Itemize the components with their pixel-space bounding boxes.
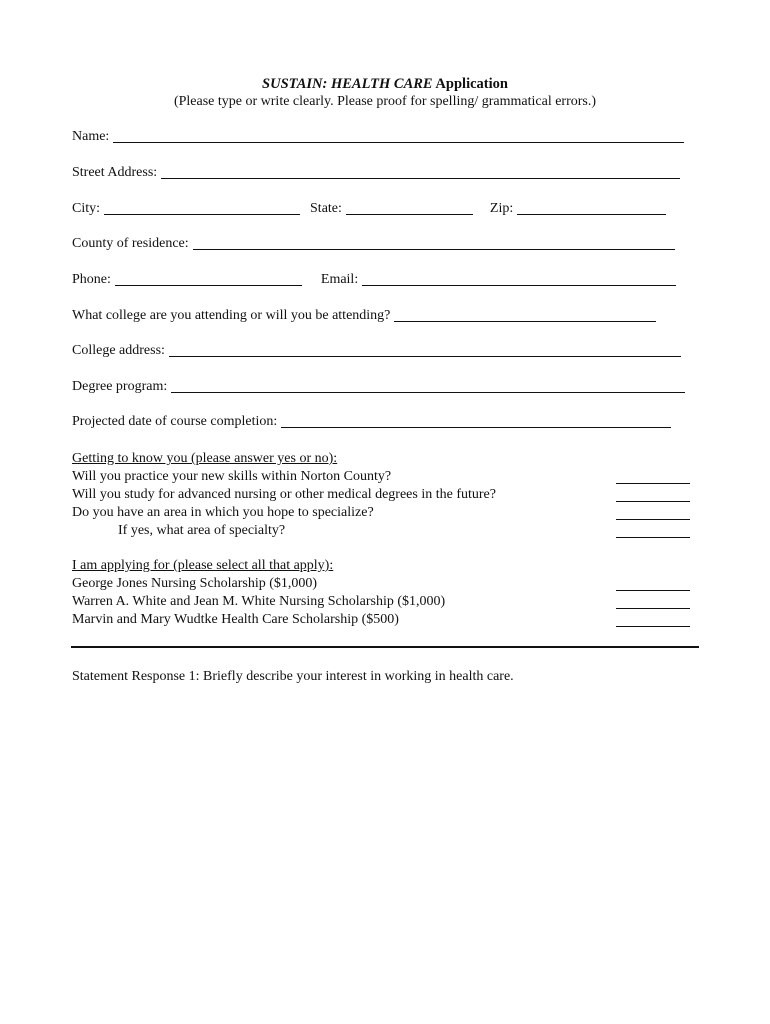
street-field[interactable] [161, 166, 680, 179]
county-label: County of residence: [72, 236, 189, 251]
college-row [72, 307, 656, 325]
street-label: Street Address: [72, 165, 158, 180]
college-address-field[interactable] [169, 344, 681, 357]
question-label: Do you have an area in which you hope to specialize? [72, 505, 374, 520]
statement-prompt: Statement Response 1: Briefly describe your interest in working in health care. [72, 669, 514, 684]
state-label: State: [310, 201, 342, 216]
question-row [72, 486, 692, 504]
college-address-row [72, 342, 681, 360]
scholarship-select-field[interactable] [616, 611, 690, 627]
street-row [72, 164, 680, 182]
title-application: Application [432, 76, 508, 92]
scholarship-select-field[interactable] [616, 593, 690, 609]
scholarship-select-field[interactable] [616, 575, 690, 591]
county-row [72, 235, 675, 253]
title-program: SUSTAIN: HEALTH CARE [262, 76, 433, 92]
question-row [72, 522, 692, 540]
city-state-zip-row [72, 200, 666, 218]
college-label: What college are you attending or will you be attending? [72, 308, 391, 323]
scholarship-label: Warren A. White and Jean M. White Nursing Scholarship ($1,000) [72, 594, 446, 609]
question-row [72, 504, 692, 522]
scholarship-row [72, 575, 692, 593]
answer-field[interactable] [616, 522, 690, 538]
completion-row [72, 413, 671, 431]
city-field[interactable] [104, 202, 300, 215]
zip-field[interactable] [517, 202, 666, 215]
college-address-label: College address: [72, 343, 165, 358]
zip-label: Zip: [489, 201, 514, 216]
question-row [72, 468, 692, 486]
question-label: If yes, what area of specialty? [118, 523, 286, 538]
degree-row [72, 378, 685, 396]
completion-label: Projected date of course completion: [72, 414, 278, 429]
page-title [0, 75, 770, 93]
name-field[interactable] [113, 130, 684, 143]
getting-to-know-heading: Getting to know you (please answer yes or no): [72, 451, 338, 466]
college-field[interactable] [394, 309, 656, 322]
degree-label: Degree program: [72, 379, 168, 394]
county-field[interactable] [193, 237, 675, 250]
answer-field[interactable] [616, 468, 690, 484]
scholarship-label: Marvin and Mary Wudtke Health Care Scholarship ($500) [72, 612, 399, 627]
name-row [72, 128, 684, 146]
completion-field[interactable] [281, 415, 671, 428]
scholarship-row [72, 611, 692, 629]
phone-email-row [72, 271, 676, 289]
answer-field[interactable] [616, 486, 690, 502]
scholarship-label: George Jones Nursing Scholarship ($1,000) [72, 576, 318, 591]
answer-field[interactable] [616, 504, 690, 520]
degree-field[interactable] [171, 380, 685, 393]
applying-for-heading: I am applying for (please select all that apply): [72, 558, 334, 573]
name-label: Name: [72, 129, 110, 144]
phone-field[interactable] [115, 273, 302, 286]
question-label: Will you study for advanced nursing or other medical degrees in the future? [72, 487, 496, 502]
phone-label: Phone: [72, 272, 111, 287]
scholarship-row [72, 593, 692, 611]
question-label: Will you practice your new skills within Norton County? [72, 469, 392, 484]
state-field[interactable] [346, 202, 473, 215]
city-label: City: [72, 201, 101, 216]
email-field[interactable] [362, 273, 676, 286]
email-label: Email: [320, 272, 359, 287]
section-divider [71, 646, 699, 648]
page-instructions: (Please type or write clearly. Please proof for spelling/ grammatical errors.) [173, 94, 597, 109]
